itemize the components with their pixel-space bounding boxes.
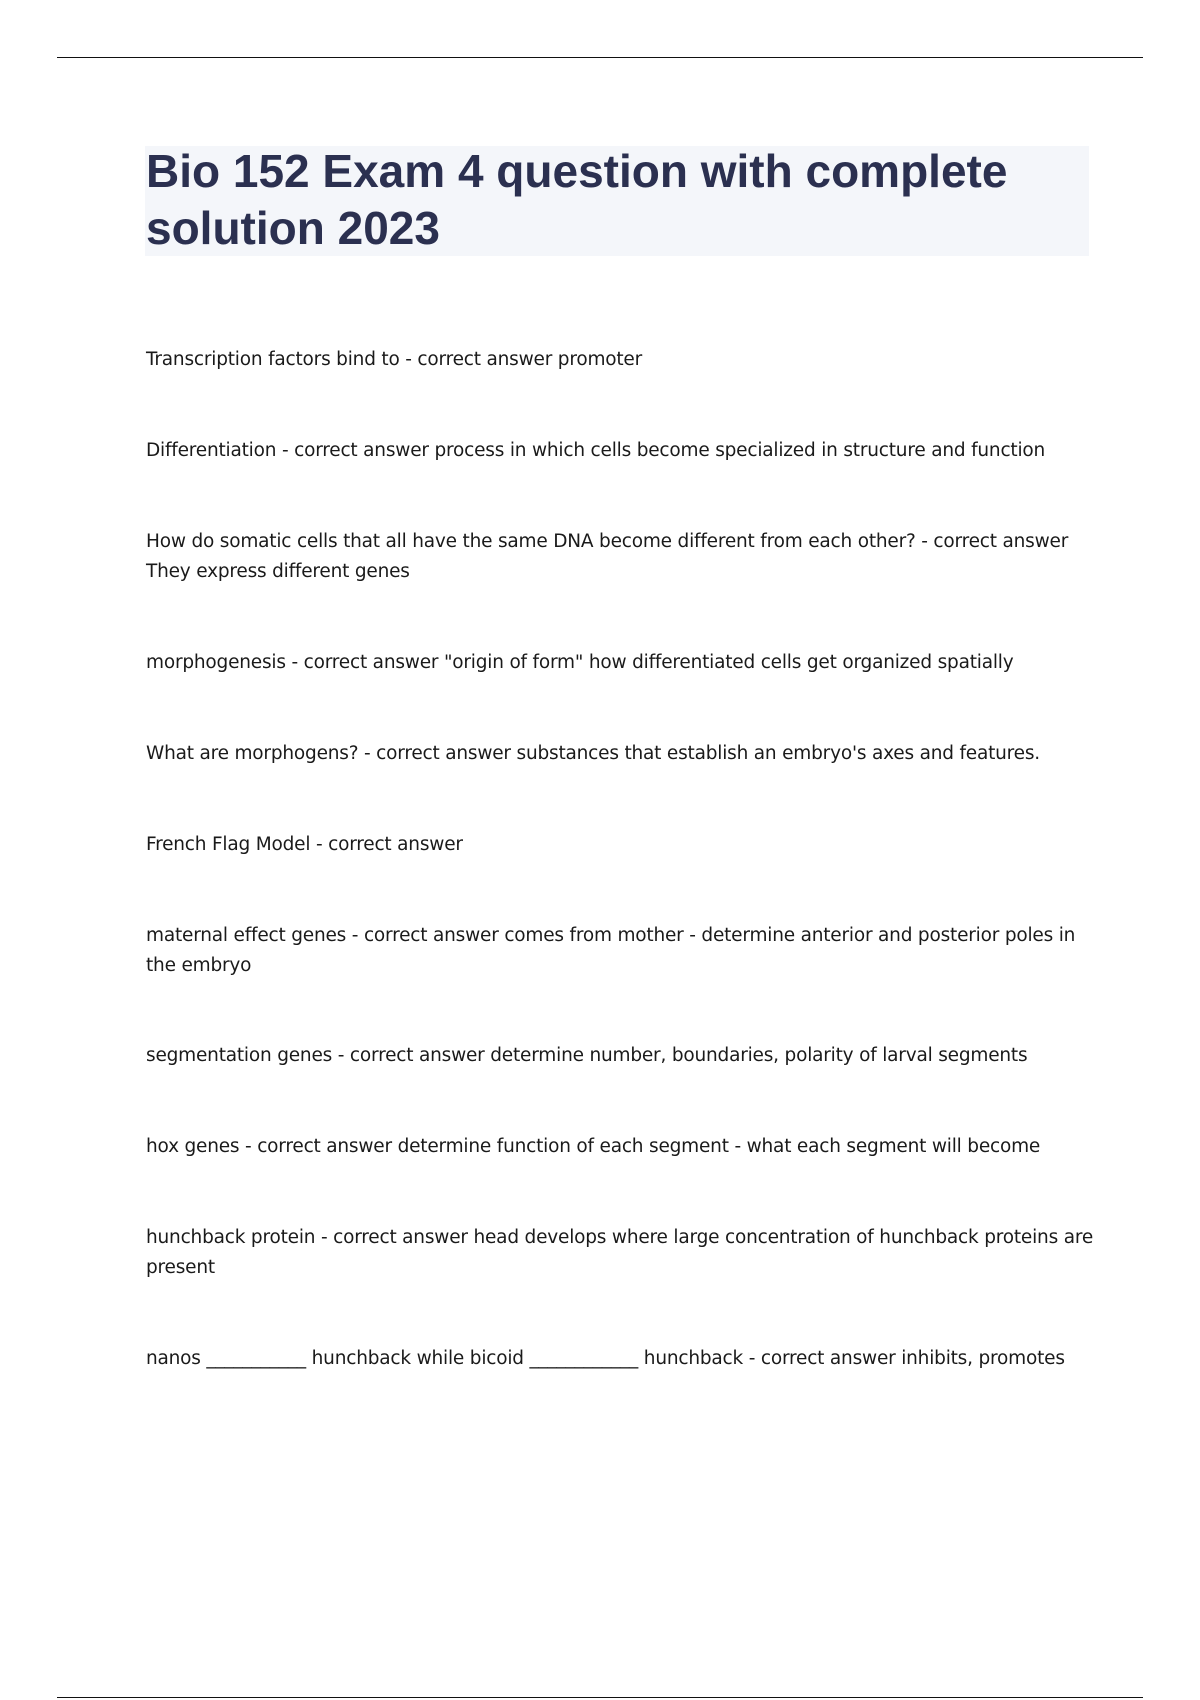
qa-item-segmentation-genes: segmentation genes - correct answer determine number, boundaries, polarity of larval segments	[146, 1045, 1028, 1066]
top-divider	[57, 57, 1143, 58]
qa-item-transcription-factors: Transcription factors bind to - correct answer promoter	[146, 349, 643, 370]
qa-item-morphogens: What are morphogens? - correct answer substances that establish an embryo's axes and features.	[146, 743, 1040, 764]
document-title: Bio 152 Exam 4 question with complete solution 2023	[146, 145, 1008, 254]
qa-item-hunchback-protein: hunchback protein - correct answer head develops where large concentration of hunchback proteins are present	[146, 1227, 1094, 1278]
qa-item-nanos-bicoid: nanos ___________ hunchback while bicoid ____________ hunchback - correct answer inhibits, promotes	[146, 1348, 1065, 1369]
qa-item-hox-genes: hox genes - correct answer determine function of each segment - what each segment will become	[146, 1136, 1041, 1157]
bottom-divider	[57, 1697, 1143, 1698]
qa-item-somatic-cells: How do somatic cells that all have the same DNA become different from each other? - correct answer They express different genes	[146, 531, 1069, 582]
qa-item-maternal-effect-genes: maternal effect genes - correct answer comes from mother - determine anterior and posterior poles in the embryo	[146, 925, 1076, 976]
qa-item-morphogenesis: morphogenesis - correct answer "origin of form" how differentiated cells get organized spatially	[146, 652, 1014, 673]
qa-item-differentiation: Differentiation - correct answer process in which cells become specialized in structure and function	[146, 440, 1046, 461]
qa-item-french-flag-model: French Flag Model - correct answer	[146, 834, 463, 855]
